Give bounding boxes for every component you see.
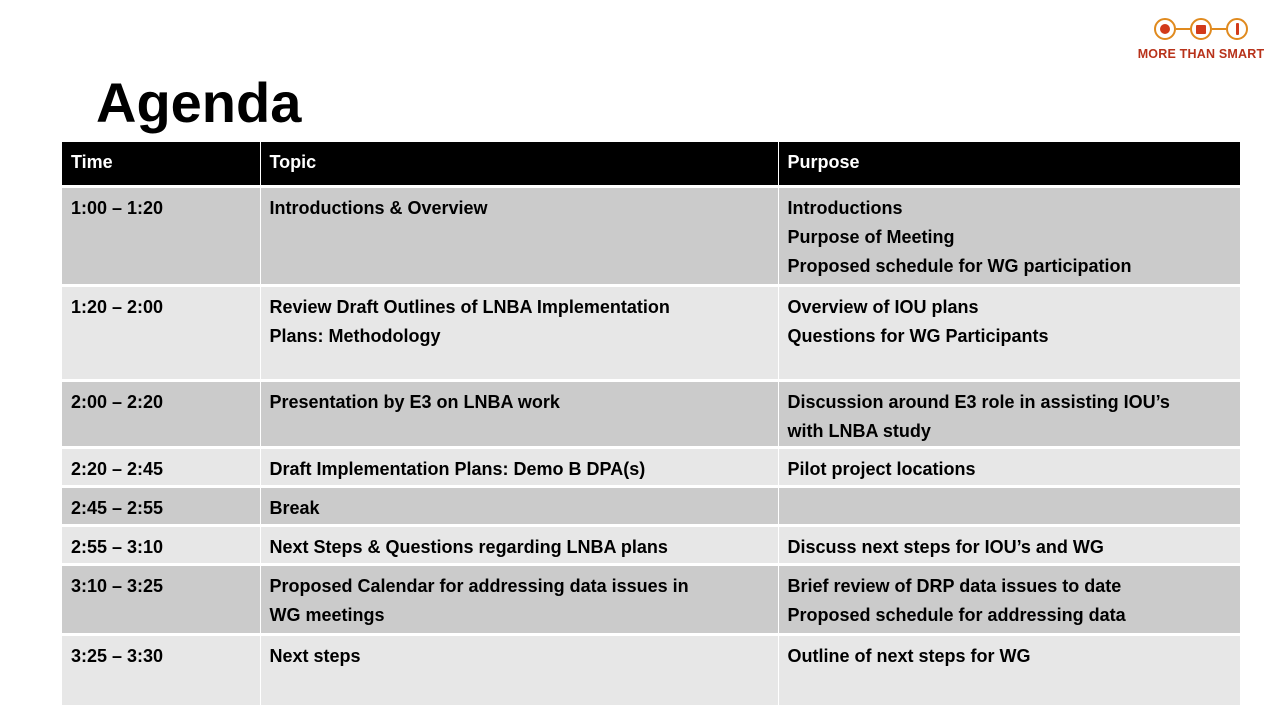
- cell-purpose: [778, 634, 1240, 706]
- purpose-line: Pilot project locations: [787, 458, 976, 479]
- agenda-table: [62, 142, 1240, 708]
- purpose-line: Outline of next steps for WG: [787, 645, 1031, 666]
- logo-connector: [1176, 28, 1190, 30]
- cell-topic: [260, 186, 778, 285]
- purpose-line: with LNBA study: [787, 420, 931, 441]
- purpose-line: Questions for WG Participants: [787, 325, 1049, 346]
- header-purpose: Purpose: [778, 142, 1240, 186]
- purpose-line: Introductions: [787, 197, 903, 218]
- topic-line: Break: [269, 497, 320, 518]
- table-row: [62, 634, 1240, 706]
- table-row: [62, 285, 1240, 380]
- cell-purpose: [778, 486, 1240, 525]
- utility-pole-icon: [1226, 18, 1248, 40]
- cell-purpose: [778, 186, 1240, 285]
- purpose-line: Discuss next steps for IOU’s and WG: [787, 536, 1104, 557]
- cell-purpose: [778, 380, 1240, 447]
- topic-line: Next steps: [269, 645, 361, 666]
- header-topic: Topic: [260, 142, 778, 186]
- topic-line: Presentation by E3 on LNBA work: [269, 391, 560, 412]
- purpose-line: Discussion around E3 role in assisting IOU’s: [787, 391, 1170, 412]
- purpose-line: Brief review of DRP data issues to date: [787, 575, 1122, 596]
- cell-time: 3:10 – 3:25: [62, 564, 260, 634]
- logo-connector: [1212, 28, 1226, 30]
- cell-time: 2:00 – 2:20: [62, 380, 260, 447]
- table-row: [62, 486, 1240, 525]
- table-row: [62, 380, 1240, 447]
- cell-topic: [260, 380, 778, 447]
- purpose-line: Proposed schedule for addressing data: [787, 604, 1126, 625]
- cell-time: 1:20 – 2:00: [62, 285, 260, 380]
- purpose-line: Purpose of Meeting: [787, 226, 955, 247]
- table-row: [62, 447, 1240, 486]
- topic-line: Next Steps & Questions regarding LNBA plans: [269, 536, 668, 557]
- table-row: [62, 525, 1240, 564]
- table-row: [62, 564, 1240, 634]
- topic-line: Proposed Calendar for addressing data issues in: [269, 575, 689, 596]
- cell-time: 2:55 – 3:10: [62, 525, 260, 564]
- cell-topic: [260, 447, 778, 486]
- topic-line: Draft Implementation Plans: Demo B DPA(s): [269, 458, 646, 479]
- cell-topic: [260, 634, 778, 706]
- cell-topic: [260, 486, 778, 525]
- cell-topic: [260, 285, 778, 380]
- cell-purpose: [778, 447, 1240, 486]
- topic-line: WG meetings: [269, 604, 385, 625]
- topic-line: Plans: Methodology: [269, 325, 441, 346]
- purpose-line: Overview of IOU plans: [787, 296, 979, 317]
- page-title: Agenda: [96, 71, 302, 134]
- topic-line: Review Draft Outlines of LNBA Implementation: [269, 296, 670, 317]
- purpose-line: Proposed schedule for WG participation: [787, 255, 1132, 276]
- cell-time: 1:00 – 1:20: [62, 186, 260, 285]
- table-row: [62, 186, 1240, 285]
- logo-text: MORE THAN SMART: [1137, 47, 1265, 61]
- cell-purpose: [778, 285, 1240, 380]
- logo-icons: [1136, 14, 1266, 44]
- table-header-row: [62, 142, 1240, 186]
- cell-time: 2:20 – 2:45: [62, 447, 260, 486]
- cell-topic: [260, 564, 778, 634]
- cell-time: 2:45 – 2:55: [62, 486, 260, 525]
- sun-icon: [1154, 18, 1176, 40]
- cell-time: 3:25 – 3:30: [62, 634, 260, 706]
- cell-purpose: [778, 564, 1240, 634]
- cell-purpose: [778, 525, 1240, 564]
- cell-topic: [260, 525, 778, 564]
- topic-line: Introductions & Overview: [269, 197, 488, 218]
- logo: [1136, 14, 1266, 66]
- house-icon: [1190, 18, 1212, 40]
- header-time: Time: [62, 142, 260, 186]
